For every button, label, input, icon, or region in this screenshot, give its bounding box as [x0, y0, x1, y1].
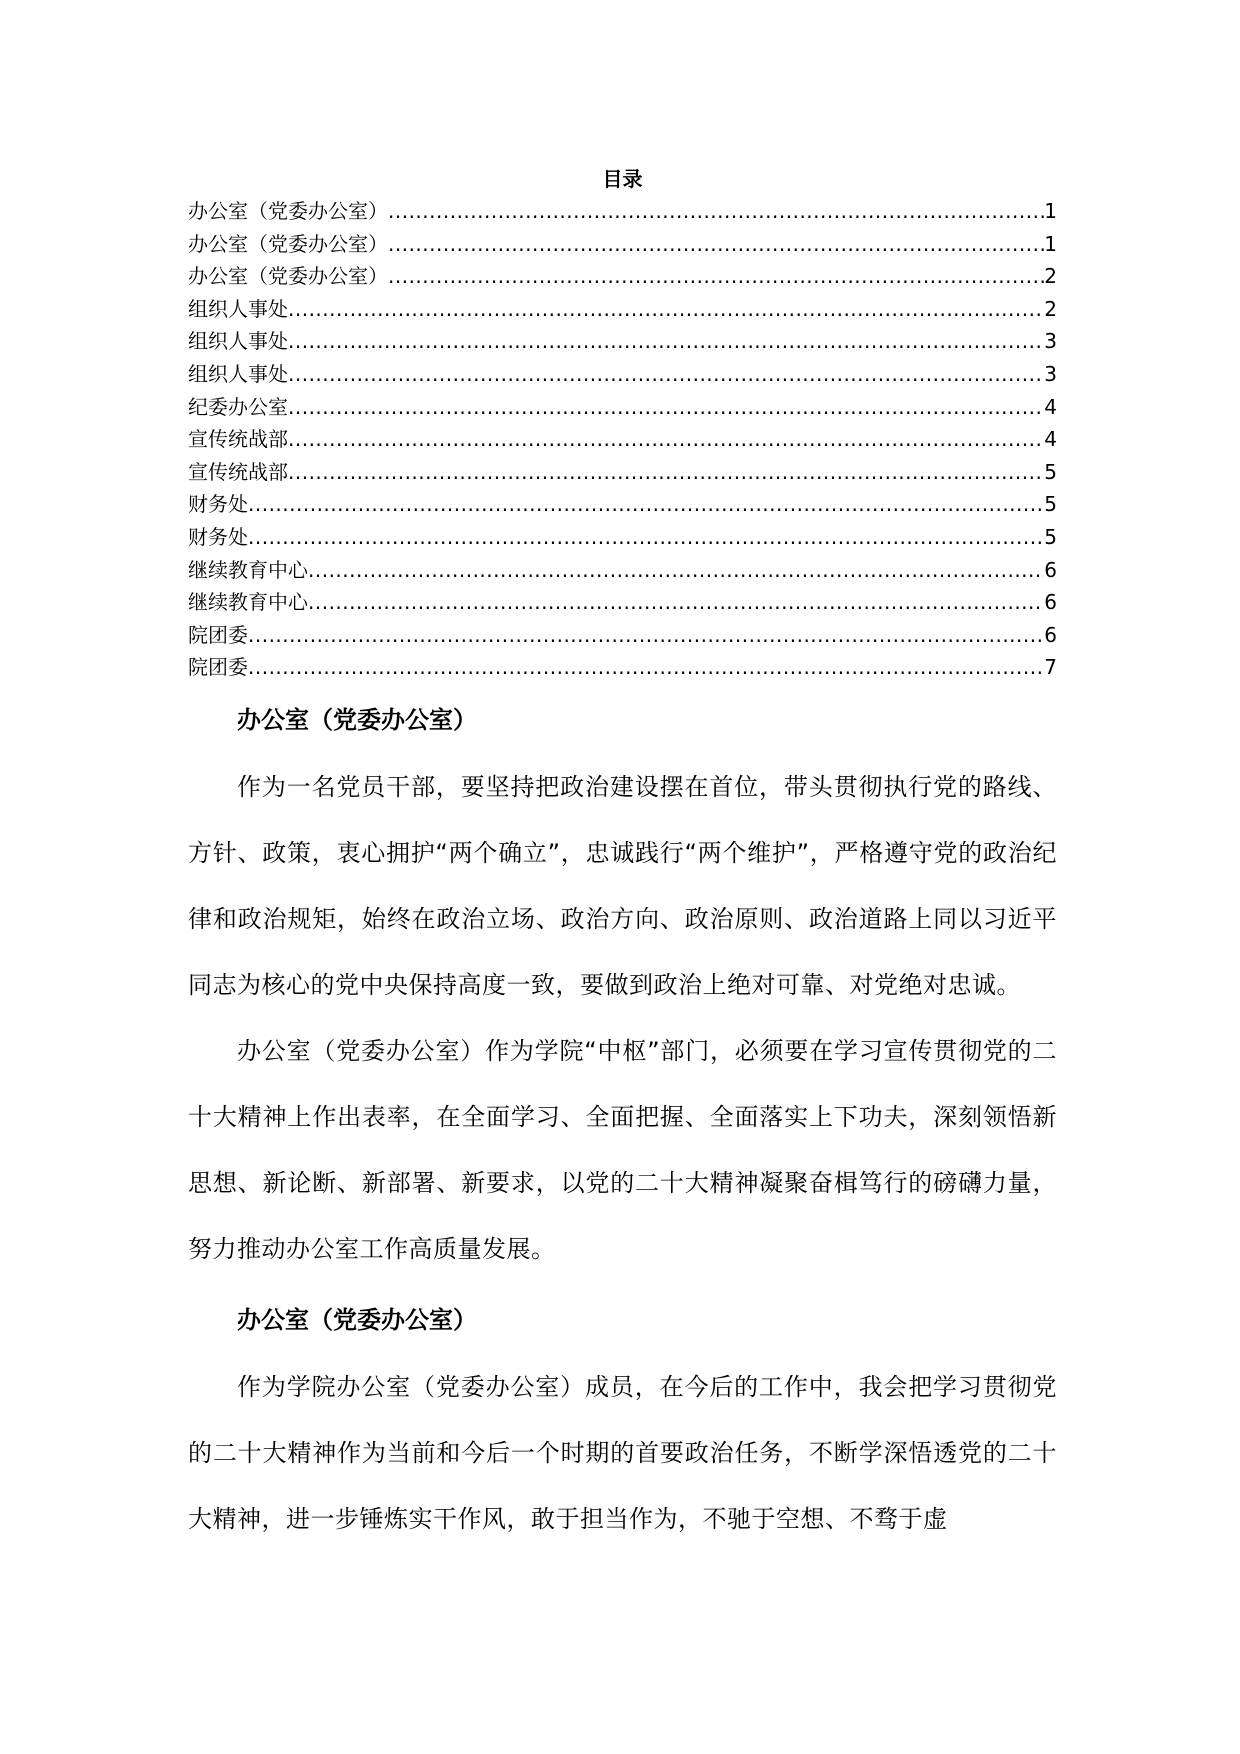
toc-dot-leader: [308, 586, 1044, 619]
body-paragraph: 作为一名党员干部，要坚持把政治建设摆在首位，带头贯彻执行党的路线、方针、政策，衷心拥护“两个确立”，忠诚践行“两个维护”，严格遵守党的政治纪律和政治规矩，始终在政治立场、政治方向、政治原则、政治道路上同以习近平同志为核心的党中央保持高度一致，要做到政治上绝对可靠、对党绝对忠诚。: [188, 773, 1057, 999]
toc-dot-leader: [248, 488, 1044, 521]
toc-dot-leader: [248, 521, 1044, 554]
toc-entry-label: 宣传统战部: [188, 427, 288, 452]
toc-entry[interactable]: [188, 423, 1057, 456]
toc-entry[interactable]: [188, 651, 1057, 684]
section-spacer: [188, 1282, 1057, 1300]
toc-entry-label: 办公室（党委办公室）: [188, 231, 388, 256]
toc-entry-page-number: 7: [1044, 655, 1057, 680]
toc-dot-leader: [288, 456, 1044, 489]
toc-dot-leader: [388, 260, 1044, 293]
toc-entry-label: 组织人事处: [188, 361, 288, 386]
toc-dot-leader: [248, 619, 1044, 652]
heading-spacer: [188, 1340, 1057, 1354]
toc-entry-page-number: 5: [1044, 492, 1057, 517]
toc-dot-leader: [308, 554, 1044, 587]
toc-entry[interactable]: [188, 195, 1057, 228]
toc-entry[interactable]: [188, 619, 1057, 652]
toc-entry-label: 继续教育中心: [188, 590, 308, 615]
toc-title: 目录: [602, 167, 643, 191]
toc-entry-page-number: 5: [1044, 459, 1057, 484]
toc-entry[interactable]: [188, 456, 1057, 489]
body-paragraph: 办公室（党委办公室）作为学院“中枢”部门，必须要在学习宣传贯彻党的二十大精神上作出表率，在全面学习、全面把握、全面落实上下功夫，深刻领悟新思想、新论断、新部署、新要求，以党的二十大精神凝聚奋楫笃行的磅礴力量，努力推动办公室工作高质量发展。: [188, 1037, 1057, 1263]
toc-entry-page-number: 3: [1044, 329, 1057, 354]
toc-entry-page-number: 6: [1044, 622, 1057, 647]
toc-dot-leader: [388, 195, 1044, 228]
section-heading: 办公室（党委办公室）: [237, 1306, 477, 1334]
toc-entry-page-number: 4: [1044, 427, 1057, 452]
section-heading: 办公室（党委办公室）: [237, 706, 477, 734]
document-body: [188, 700, 1057, 1552]
toc-entry[interactable]: [188, 228, 1057, 261]
toc-entry[interactable]: [188, 554, 1057, 587]
toc-entry-label: 院团委: [188, 655, 248, 680]
toc-entry-label: 办公室（党委办公室）: [188, 199, 388, 223]
toc-entry-page-number: 6: [1044, 557, 1057, 582]
toc-entry[interactable]: [188, 586, 1057, 619]
toc-dot-leader: [288, 293, 1044, 326]
toc-entry-page-number: 1: [1044, 231, 1057, 256]
toc-dot-leader: [288, 391, 1044, 424]
toc-entry[interactable]: [188, 488, 1057, 521]
toc-entry-label: 继续教育中心: [188, 557, 308, 582]
toc-entry[interactable]: [188, 358, 1057, 391]
toc-entry-page-number: 4: [1044, 394, 1057, 419]
toc-entry-page-number: 5: [1044, 524, 1057, 549]
toc-entry-page-number: 1: [1044, 199, 1057, 223]
toc-entry-label: 财务处: [188, 524, 248, 549]
toc-entry[interactable]: [188, 293, 1057, 326]
toc-entry[interactable]: [188, 521, 1057, 554]
toc-entry-label: 组织人事处: [188, 296, 288, 321]
toc-entry[interactable]: [188, 391, 1057, 424]
toc-entry[interactable]: [188, 325, 1057, 358]
toc-dot-leader: [288, 423, 1044, 456]
toc-entry[interactable]: [188, 260, 1057, 293]
toc-list: [188, 195, 1057, 684]
toc-entry-label: 办公室（党委办公室）: [188, 264, 388, 289]
body-paragraph: 作为学院办公室（党委办公室）成员，在今后的工作中，我会把学习贯彻党的二十大精神作为当前和今后一个时期的首要政治任务，不断学深悟透党的二十大精神，进一步锤炼实干作风，敢于担当作为，不驰于空想、不骛于虚: [188, 1373, 1057, 1533]
toc-entry-page-number: 6: [1044, 590, 1057, 615]
toc-entry-page-number: 2: [1044, 264, 1057, 289]
toc-entry-page-number: 2: [1044, 296, 1057, 321]
toc-entry-label: 财务处: [188, 492, 248, 517]
heading-spacer: [188, 740, 1057, 754]
table-of-contents: [188, 163, 1057, 684]
toc-entry-label: 组织人事处: [188, 329, 288, 354]
toc-entry-label: 院团委: [188, 622, 248, 647]
toc-dot-leader: [288, 325, 1044, 358]
toc-dot-leader: [248, 651, 1044, 684]
toc-dot-leader: [388, 228, 1044, 261]
toc-entry-label: 宣传统战部: [188, 459, 288, 484]
toc-entry-page-number: 3: [1044, 361, 1057, 386]
toc-entry-label: 纪委办公室: [188, 394, 288, 419]
toc-dot-leader: [288, 358, 1044, 391]
